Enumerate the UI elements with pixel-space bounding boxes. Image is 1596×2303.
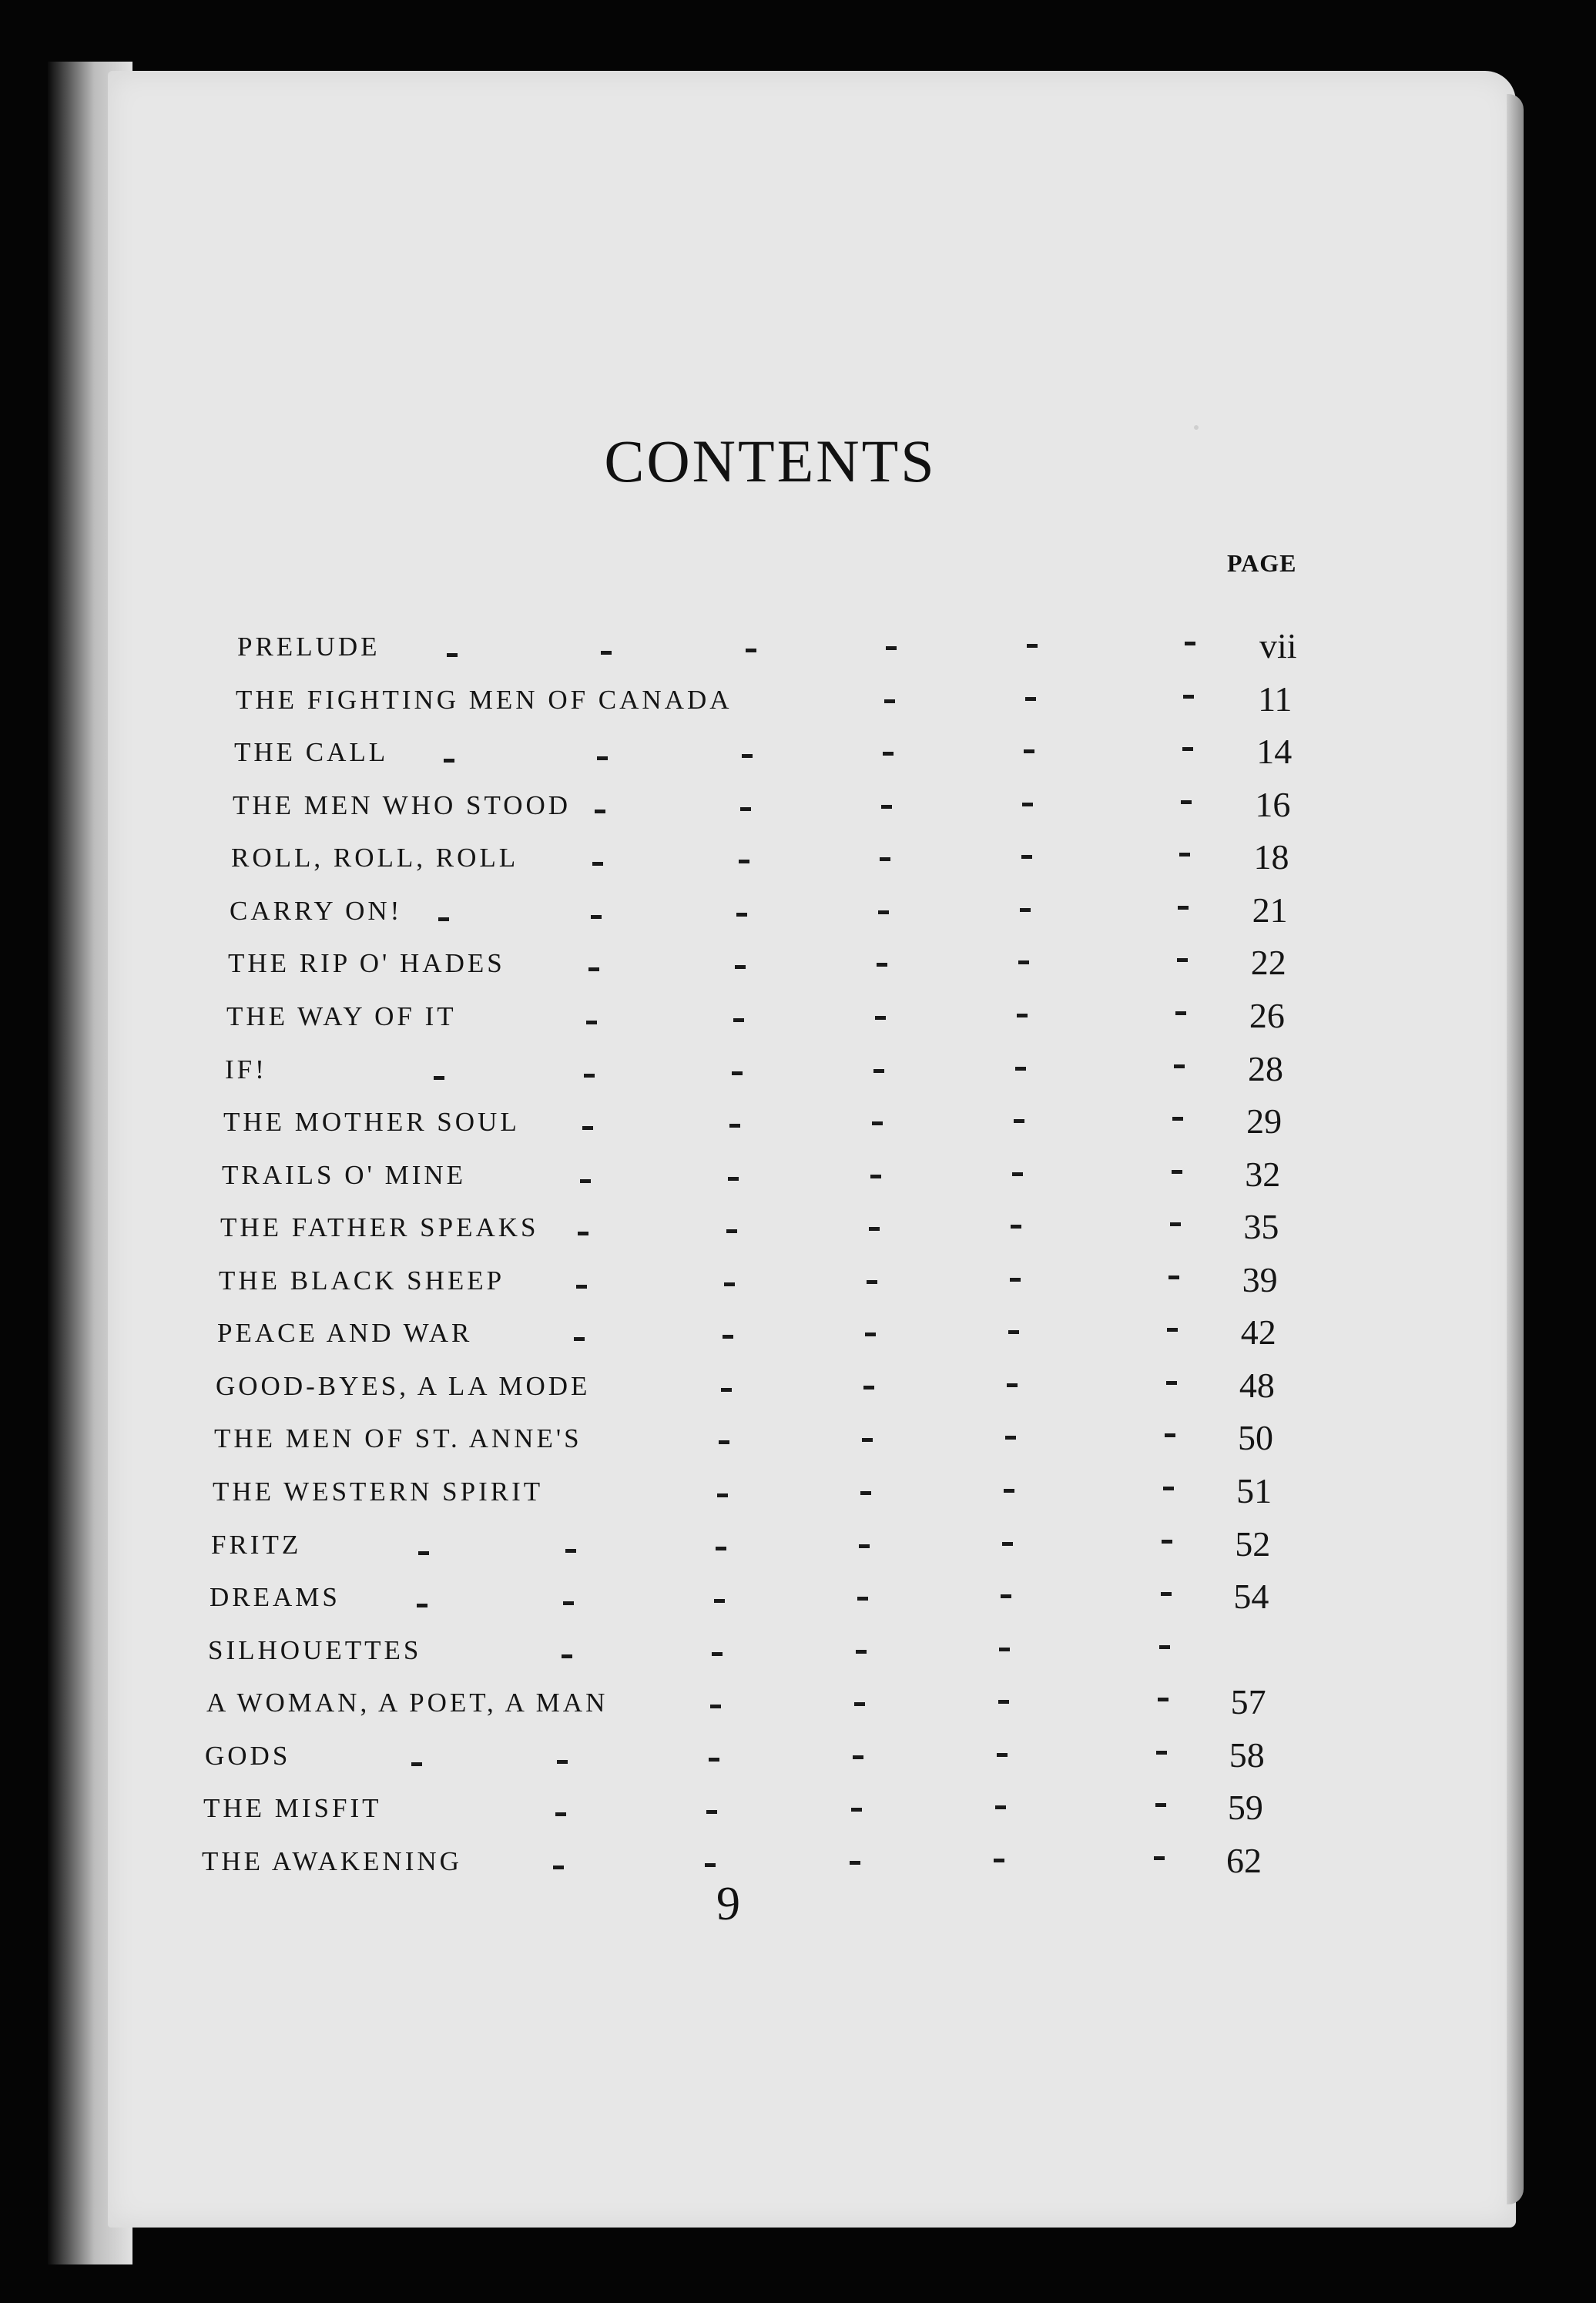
leader-dash <box>1155 1803 1166 1807</box>
leader-dash <box>582 1126 593 1130</box>
leader-dash <box>995 1805 1006 1809</box>
leader-dash <box>555 1812 566 1816</box>
leader-dash <box>580 1179 591 1183</box>
leader-dash <box>1007 1383 1018 1387</box>
leader-dash <box>1166 1381 1177 1385</box>
leader-dash <box>721 1388 732 1392</box>
leader-dash <box>728 1177 739 1181</box>
leader-dash <box>1021 855 1032 859</box>
leader-dash <box>553 1866 564 1869</box>
toc-entry-title: SILHOUETTES <box>208 1634 422 1665</box>
toc-entry <box>108 1259 1494 1306</box>
toc-entry-title: GOOD-BYES, A LA MODE <box>216 1370 591 1401</box>
leader-dash <box>1158 1698 1168 1701</box>
toc-entry-title: THE RIP O' HADES <box>228 948 505 979</box>
leader-dash <box>877 963 887 967</box>
leader-dash <box>595 810 605 813</box>
toc-entry-title: PRELUDE <box>237 632 381 662</box>
leader-dash <box>418 1551 429 1555</box>
leader-dash <box>723 1335 733 1339</box>
toc-entry-page: 52 <box>1235 1524 1271 1564</box>
leader-dash <box>705 1863 716 1867</box>
leader-dash <box>994 1859 1004 1862</box>
leader-dash <box>565 1549 576 1553</box>
toc-entry-title: A WOMAN, A POET, A MAN <box>206 1688 609 1718</box>
leader-dash <box>710 1705 721 1708</box>
toc-entry-page: 57 <box>1230 1682 1266 1722</box>
toc-entry-page: 48 <box>1239 1365 1275 1405</box>
leader-dash <box>588 967 599 971</box>
toc-entry-title: THE BLACK SHEEP <box>219 1265 505 1296</box>
leader-dash <box>563 1601 574 1605</box>
leader-dash <box>719 1440 729 1444</box>
leader-dash <box>586 1021 597 1024</box>
leader-dash <box>1020 908 1031 912</box>
toc-entry <box>108 625 1494 672</box>
toc-entry-title: ROLL, ROLL, ROLL <box>231 843 519 873</box>
leader-dash <box>438 917 449 921</box>
toc-entry-page: 62 <box>1226 1841 1262 1880</box>
leader-dash <box>1024 749 1034 753</box>
leader-dash <box>1172 1117 1183 1121</box>
toc-entry-page: 16 <box>1255 784 1291 824</box>
leader-dash <box>999 1648 1010 1651</box>
leader-dash <box>1178 906 1189 910</box>
leader-dash <box>706 1810 717 1814</box>
leader-dash <box>1156 1751 1167 1755</box>
toc-entry-page: 29 <box>1246 1101 1282 1141</box>
leader-dash <box>444 759 454 763</box>
toc-entry-page: 54 <box>1233 1577 1269 1617</box>
toc-entry-page: 51 <box>1236 1471 1272 1511</box>
toc-entry-page: 18 <box>1253 837 1289 877</box>
toc-entry <box>108 1787 1494 1833</box>
leader-dash <box>854 1702 865 1706</box>
leader-dash <box>862 1438 873 1442</box>
leader-dash <box>1025 697 1036 701</box>
toc-entry <box>108 679 1494 725</box>
leader-dash <box>1172 1170 1182 1174</box>
leader-dash <box>857 1597 868 1601</box>
leader-dash <box>1014 1119 1024 1123</box>
page-footer-number: 9 <box>716 1878 740 1930</box>
leader-dash <box>869 1227 880 1231</box>
leader-dash <box>716 1547 726 1550</box>
toc-entry-title: THE WESTERN SPIRIT <box>213 1477 544 1507</box>
leader-dash <box>591 915 602 919</box>
toc-entry <box>108 1365 1494 1411</box>
toc-entry-title: THE AWAKENING <box>202 1846 462 1876</box>
leader-dash <box>717 1493 728 1497</box>
leader-dash <box>562 1654 572 1658</box>
leader-dash <box>601 651 612 655</box>
leader-dash <box>584 1074 595 1078</box>
leader-dash <box>998 1700 1009 1704</box>
toc-entry <box>108 1048 1494 1095</box>
leader-dash <box>1167 1328 1178 1332</box>
leader-dash <box>1017 1014 1028 1017</box>
leader-dash <box>742 754 753 758</box>
leader-dash <box>997 1753 1008 1757</box>
toc-entry <box>108 731 1494 777</box>
leader-dash <box>739 860 749 863</box>
leader-dash <box>1185 642 1195 645</box>
leader-dash <box>886 646 897 650</box>
toc-entry-page: 22 <box>1250 943 1286 983</box>
toc-list <box>108 71 1516 2228</box>
contents-heading: CONTENTS <box>604 427 937 494</box>
toc-entry-page: 14 <box>1256 732 1293 772</box>
leader-dash <box>1010 1278 1021 1282</box>
toc-entry-title: TRAILS O' MINE <box>222 1159 467 1190</box>
toc-entry <box>108 1681 1494 1728</box>
toc-entry-page: 26 <box>1249 995 1285 1035</box>
toc-entry-page: 35 <box>1243 1207 1279 1247</box>
toc-entry-title: THE FIGHTING MEN OF CANADA <box>236 684 733 715</box>
leader-dash <box>1175 1011 1186 1015</box>
page-column-label: PAGE <box>1227 549 1297 577</box>
toc-entry-title: THE MEN OF ST. ANNE'S <box>214 1423 582 1454</box>
leader-dash <box>736 913 747 917</box>
leader-dash <box>867 1280 877 1284</box>
leader-dash <box>880 857 890 861</box>
toc-entry <box>108 836 1494 883</box>
leader-dash <box>729 1124 740 1128</box>
leader-dash <box>1183 695 1194 699</box>
leader-dash <box>873 1069 884 1073</box>
leader-dash <box>1174 1064 1185 1068</box>
toc-entry-title: THE MOTHER SOUL <box>223 1107 520 1138</box>
leader-dash <box>746 649 756 652</box>
toc-entry-page: 39 <box>1242 1259 1278 1299</box>
leader-dash <box>881 805 892 809</box>
toc-entry-page: vii <box>1259 626 1297 665</box>
leader-dash <box>872 1121 883 1125</box>
toc-entry <box>108 1840 1494 1886</box>
leader-dash <box>860 1491 871 1495</box>
leader-dash <box>1022 803 1033 806</box>
leader-dash <box>735 965 746 969</box>
leader-dash <box>1005 1436 1016 1440</box>
book-page <box>108 71 1516 2228</box>
leader-dash <box>1182 747 1193 751</box>
toc-entry-title: THE WAY OF IT <box>226 1001 457 1031</box>
toc-entry <box>108 1154 1494 1200</box>
leader-dash <box>884 699 895 703</box>
toc-entry <box>108 784 1494 830</box>
leader-dash <box>557 1760 568 1764</box>
toc-entry-title: THE MISFIT <box>203 1793 382 1824</box>
leader-dash <box>1165 1433 1175 1437</box>
toc-entry-title: THE MEN WHO STOOD <box>233 789 572 820</box>
toc-entry-title: CARRY ON! <box>230 895 403 926</box>
leader-dash <box>1170 1222 1181 1226</box>
leader-dash <box>597 756 608 760</box>
leader-dash <box>878 910 889 914</box>
paper-speck <box>1194 425 1199 430</box>
leader-dash <box>733 1018 744 1022</box>
leader-dash <box>1011 1225 1021 1229</box>
leader-dash <box>851 1808 862 1812</box>
leader-dash <box>1027 644 1038 648</box>
leader-dash <box>709 1758 719 1762</box>
leader-dash <box>447 653 458 657</box>
toc-entry-page: 28 <box>1248 1048 1284 1088</box>
toc-entry <box>108 1470 1494 1517</box>
toc-entry-page: 32 <box>1245 1154 1281 1194</box>
leader-dash <box>592 862 603 866</box>
toc-entry-page: 50 <box>1237 1418 1273 1458</box>
leader-dash <box>856 1650 867 1654</box>
toc-entry-title: THE CALL <box>234 737 389 768</box>
leader-dash <box>859 1544 870 1548</box>
leader-dash <box>850 1861 860 1865</box>
leader-dash <box>1168 1276 1179 1279</box>
leader-dash <box>714 1599 725 1603</box>
toc-entry <box>108 1417 1494 1463</box>
leader-dash <box>1181 800 1192 804</box>
toc-entry <box>108 1312 1494 1358</box>
toc-entry-page: 21 <box>1252 890 1288 930</box>
leader-dash <box>578 1232 588 1235</box>
leader-dash <box>1018 960 1029 964</box>
toc-entry-page: 58 <box>1229 1735 1265 1775</box>
leader-dash <box>1012 1172 1023 1176</box>
leader-dash <box>1015 1067 1026 1071</box>
leader-dash <box>863 1386 874 1390</box>
toc-entry-title: IF! <box>225 1054 267 1084</box>
leader-dash <box>726 1229 737 1233</box>
toc-entry-page: 42 <box>1240 1312 1276 1353</box>
toc-entry-title: THE FATHER SPEAKS <box>220 1212 539 1243</box>
leader-dash <box>732 1071 743 1075</box>
leader-dash <box>1154 1856 1165 1860</box>
leader-dash <box>576 1285 587 1289</box>
leader-dash <box>1004 1489 1014 1493</box>
toc-entry <box>108 890 1494 936</box>
toc-entry <box>108 1629 1494 1675</box>
leader-dash <box>875 1016 886 1020</box>
toc-entry <box>108 995 1494 1041</box>
leader-dash <box>1161 1592 1172 1596</box>
toc-entry <box>108 1206 1494 1252</box>
leader-dash <box>870 1175 881 1178</box>
toc-entry-title: FRITZ <box>211 1529 302 1560</box>
toc-entry-title: GODS <box>205 1740 291 1771</box>
leader-dash <box>740 807 751 811</box>
toc-entry <box>108 1576 1494 1622</box>
leader-dash <box>1159 1645 1170 1649</box>
leader-dash <box>1002 1542 1013 1546</box>
leader-dash <box>434 1076 444 1080</box>
toc-entry-page: 11 <box>1258 679 1293 719</box>
leader-dash <box>1179 853 1190 857</box>
leader-dash <box>1163 1487 1174 1490</box>
toc-entry-title: PEACE AND WAR <box>217 1318 473 1349</box>
leader-dash <box>1008 1330 1019 1334</box>
leader-dash <box>865 1333 876 1336</box>
toc-entry <box>108 1524 1494 1570</box>
leader-dash <box>574 1337 585 1341</box>
toc-entry <box>108 1735 1494 1781</box>
leader-dash <box>1162 1540 1172 1544</box>
toc-entry-title: DREAMS <box>210 1582 340 1613</box>
leader-dash <box>411 1762 422 1766</box>
leader-dash <box>724 1282 735 1286</box>
leader-dash <box>417 1604 428 1607</box>
toc-entry-page: 59 <box>1227 1788 1263 1828</box>
toc-entry <box>108 942 1494 988</box>
leader-dash <box>853 1755 863 1759</box>
leader-dash <box>1177 958 1188 962</box>
toc-entry <box>108 1101 1494 1147</box>
leader-dash <box>712 1652 723 1656</box>
leader-dash <box>883 752 894 756</box>
leader-dash <box>1001 1594 1011 1598</box>
